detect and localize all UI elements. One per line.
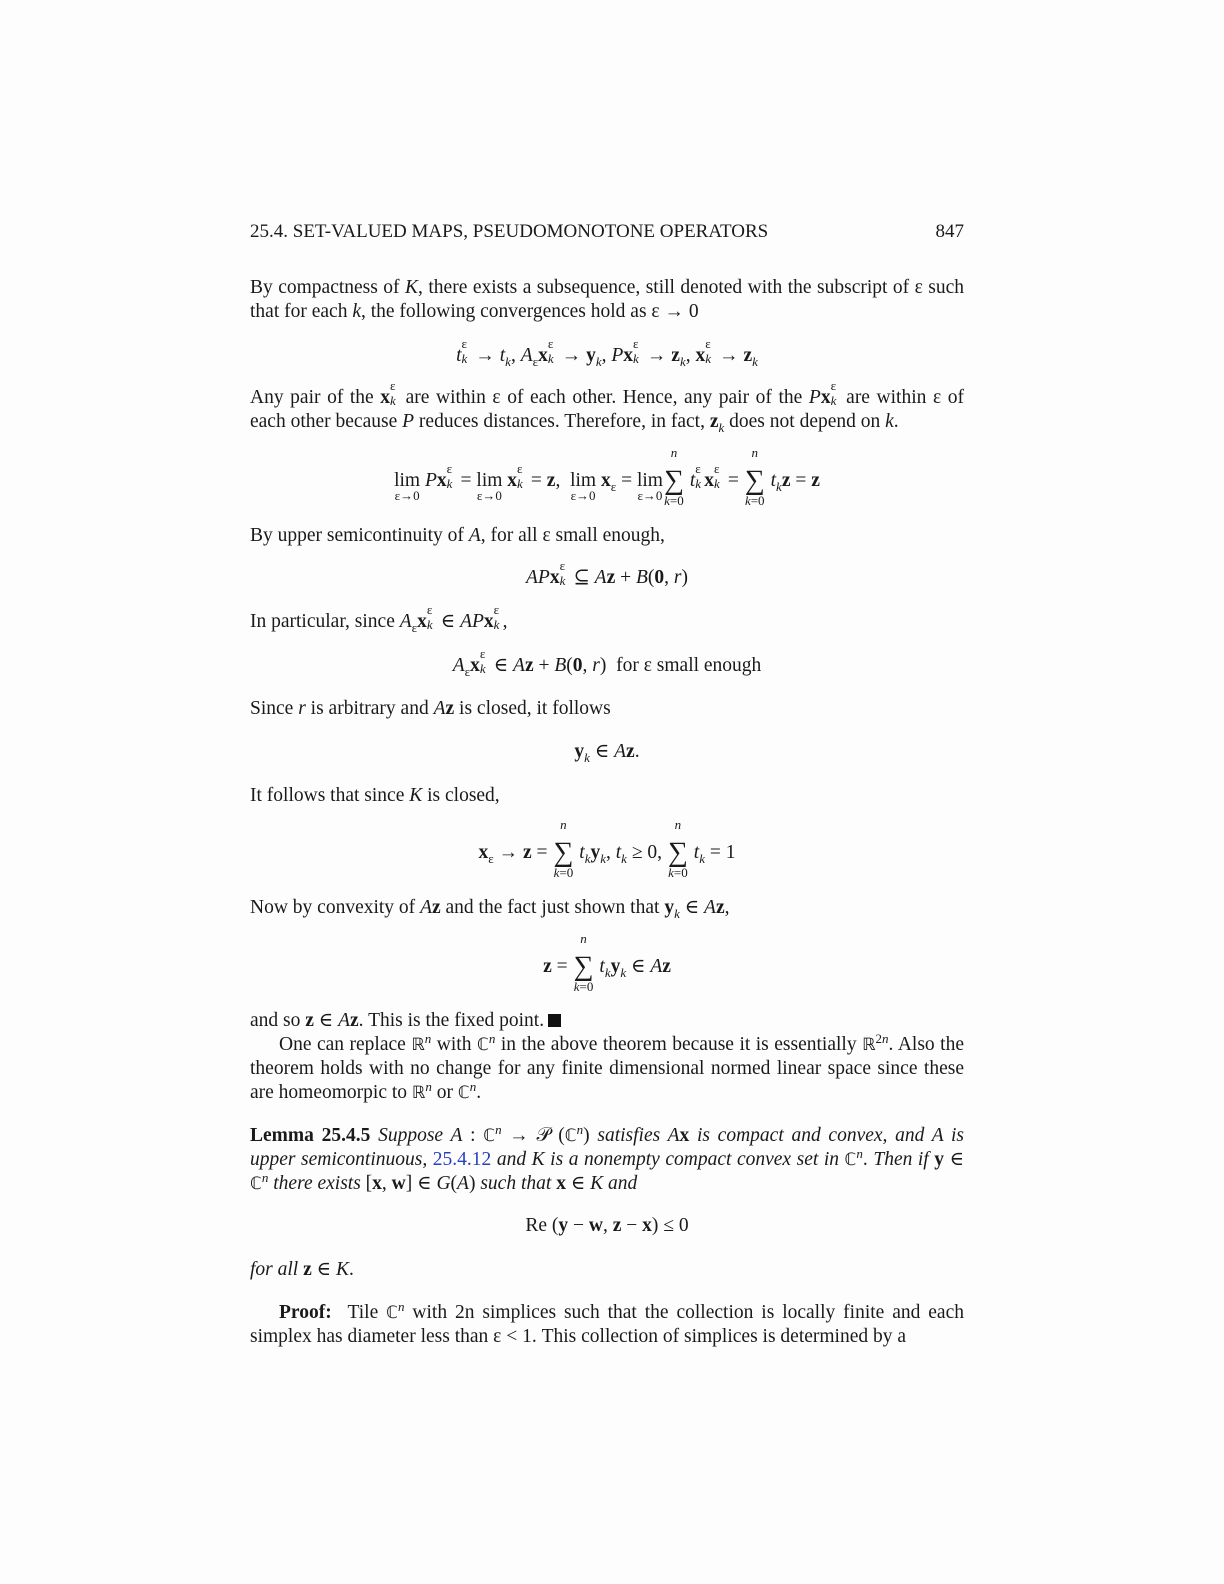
text-run: One can replace [279, 1034, 406, 1055]
paragraph-closed: It follows that since K is closed, [250, 785, 500, 806]
text-run: are within ε of each other because [250, 387, 964, 432]
reference-link[interactable]: 25.4.12 [432, 1149, 492, 1170]
paragraph-semicontinuity: By upper semicontinuity of A, for all ε small enough, [250, 525, 665, 546]
proof-label: Proof: [279, 1302, 332, 1323]
paragraph-fixed-point: and so z ∈ Az. This is the fixed point. One can replace ℝ$^n$ with ℂ$^n$ in the above theorem because it is essentially ℝ$^{2n}$. Also the theorem holds with no change for any finite dimensional normed linear space since these are homeomorpic to ℝ$^n$ or ℂ$^n$. [250, 1010, 964, 1103]
paragraph-in-particular: In particular, since $A_\varepsilon x$ ε k ∈ APx ε k , [250, 602, 508, 635]
text-run: , the following convergences hold as ε → 0 [360, 301, 699, 322]
page-number: 847 [935, 221, 964, 242]
text-run: for ε small enough [616, 655, 762, 676]
paragraph-arbitrary: Since r is arbitrary and Az is closed, it follows [250, 698, 611, 719]
equation-lemma-inequality: Re (y − w, z − x) ≤ 0 [525, 1215, 689, 1236]
paragraph-compactness: By compactness of K, there exists a subsequence, still denoted with the subscript of ε such that for each k, the following convergences hold as ε → 0 [250, 277, 964, 322]
running-title: 25.4. SET-VALUED MAPS, PSEUDOMONOTONE OPERATORS [250, 221, 769, 242]
text-run: This is the fixed point. [368, 1010, 545, 1031]
text-run: , there exists a subsequence, still denoted with the subscript of ε such that for each [250, 277, 964, 322]
text-run: and so [250, 1010, 301, 1031]
equation-convergences: t ε k → $t_k$, $A_\varepsilon x$ ε k → $y_k$, Px ε k → $z_k$, x ε k → $z_k$ [456, 336, 758, 369]
equation-limits: lim ε→0 Px ε k = lim ε→0 x ε k = z, lim ε→0 $x_\varepsilon = \lim$ ε→0 n ∑ k=0 t ε k x ε k = n ∑ k=0 $t_kz = z$ [394, 445, 820, 508]
text-run: with 2n simplices such that the collection is locally finite and each simplex has diameter less than ε < 1. This collection of simplices is determined by a [250, 1302, 964, 1347]
text-run: reduces distances. Therefore, in fact, [414, 411, 710, 432]
proof-paragraph: Proof: Tile ℂ$^n$ with 2n simplices such that the collection is locally finite and each simplex has diameter less than ε < 1. This collection of simplices is determined by a [250, 1299, 964, 1347]
equation-convex-combination: $x_\varepsilon \to z$ = n ∑ k=0 $t_ky_k$, $t_k \ge 0$, n ∑ k=0 $t_k = 1$ [478, 817, 736, 880]
paragraph-convexity: Now by convexity of Az and the fact just shown that $y_k$ ∈ Az, [250, 897, 730, 921]
equation-membership: $A_\varepsilon x$ ε k ∈ Az + B(0, r) for ε small enough [452, 646, 762, 679]
equation-fixed: z = n ∑ k=0 $t_ky_k$ ∈ Az [543, 931, 671, 994]
text-run: By compactness of [250, 277, 406, 298]
paragraph-pairs: Any pair of the x ε k are within ε of each other. Hence, any pair of the Px ε k are within ε of each other because P reduces distances. Therefore, in fact, $z_k$ does not depend on k. [250, 378, 964, 435]
lemma-label: Lemma 25.4.5 [250, 1125, 371, 1146]
running-header [250, 220, 964, 244]
equation-yk: $y_k$ ∈ Az. [574, 741, 640, 765]
text-run: In particular, since [250, 611, 395, 632]
text-run: does not depend on [724, 411, 886, 432]
equation-inclusion: APx ε k ⊆ Az + B(0, r) [525, 558, 688, 588]
qed-square-icon [548, 1014, 561, 1027]
text-run: Also the theorem holds with no change for any finite dimensional normed linear space since these are homeomorpic to [250, 1034, 964, 1103]
text-run: are within ε of each other. Hence, any pair of the [399, 387, 809, 408]
text-run: in the above theorem because it is essentially [500, 1034, 857, 1055]
lemma-statement: Lemma 25.4.5 Suppose A : ℂ$^n$ → 𝒫 (ℂ$^n$) satisfies Ax is compact and convex, and A is upper semicontinuous, 25.4.12 and K is a nonempty compact convex set in ℂ$^n$. Then if y ∈ ℂ$^n$ there exists [x, w] ∈ G(A) such that x ∈ K and [250, 1122, 965, 1194]
text-run: Any pair of the [250, 387, 381, 408]
lemma-for-all: for all z ∈ K. [250, 1259, 354, 1280]
